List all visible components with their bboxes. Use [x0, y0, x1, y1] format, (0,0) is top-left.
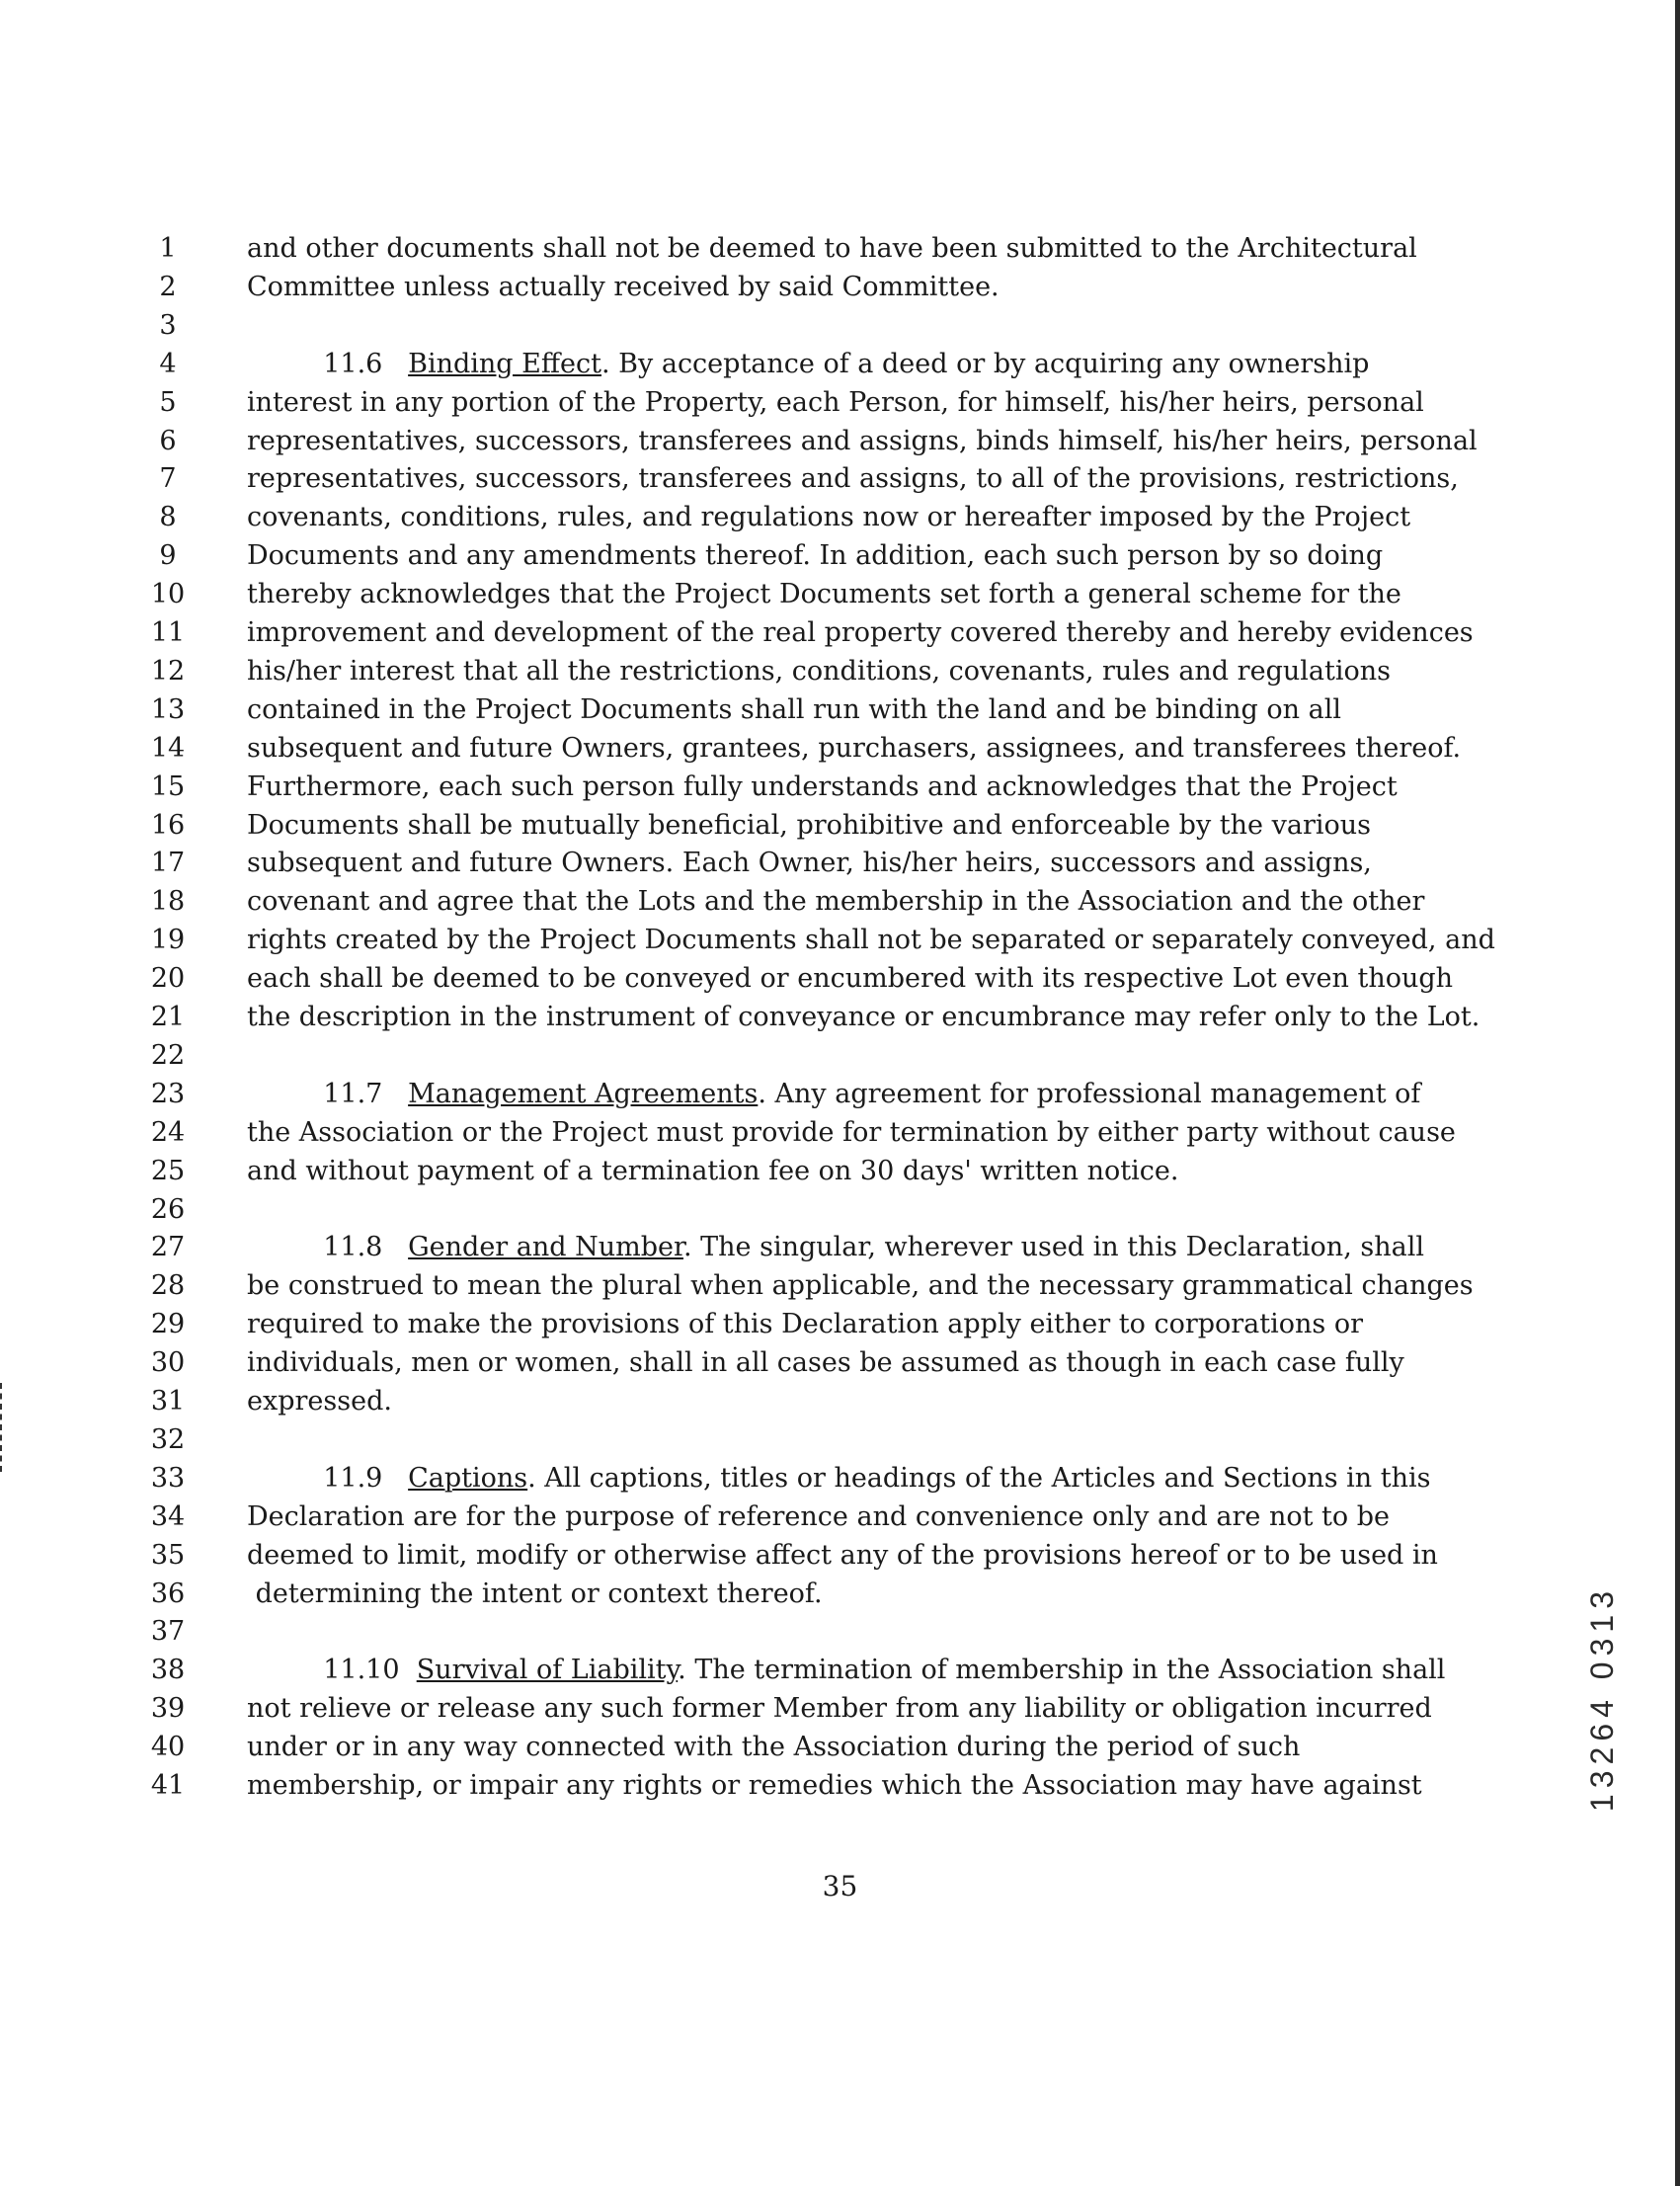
- line-number: 39: [150, 1693, 186, 1724]
- section-heading: Captions: [408, 1463, 528, 1494]
- line-text: [247, 498, 1442, 537]
- line-text-content: . All captions, titles or headings of the Articles and Sections in this: [527, 1463, 1431, 1494]
- line-text: [247, 575, 1442, 614]
- line-number: 7: [159, 463, 177, 494]
- line-text-content: under or in any way connected with the Association during the period of such: [247, 1732, 1301, 1762]
- line-number: 31: [150, 1386, 186, 1417]
- line-text-content: the description in the instrument of conveyance or encumbrance may refer only to the Lot.: [247, 1002, 1480, 1032]
- line-text-content: covenant and agree that the Lots and the membership in the Association and the other: [247, 886, 1425, 917]
- line-text-content: . Any agreement for professional management of: [758, 1079, 1421, 1109]
- line-text: [247, 768, 1442, 807]
- line-text-content: required to make the provisions of this Declaration apply either to corporations or: [247, 1309, 1364, 1339]
- line-text: [247, 422, 1478, 461]
- line-text-content: 11.8: [247, 1232, 409, 1262]
- line-number: 5: [159, 387, 177, 418]
- line-text: [247, 844, 1442, 883]
- line-text-content: subsequent and future Owners, grantees, purchasers, assignees, and transferees thereof.: [247, 733, 1462, 764]
- line-text: [247, 1459, 1442, 1498]
- line-text: [247, 459, 1459, 499]
- line-text-content: deemed to limit, modify or otherwise affect any of the provisions hereof or to be used in: [247, 1540, 1438, 1571]
- line-number: 12: [150, 656, 186, 687]
- line-text: [247, 1152, 1442, 1191]
- line-text-content: 11.7: [247, 1079, 409, 1109]
- line-text-content: improvement and development of the real property covered thereby and hereby evidences: [247, 617, 1474, 648]
- line-number: 20: [150, 963, 186, 994]
- line-number: 3: [159, 310, 177, 341]
- line-text-content: representatives, successors, transferees and assigns, binds himself, his/her heirs, personal: [247, 426, 1478, 456]
- line-text-content: Documents and any amendments thereof. In addition, each such person by so doing: [247, 540, 1384, 571]
- line-text-content: not relieve or release any such former Member from any liability or obligation incurred: [247, 1693, 1432, 1724]
- section-heading: Management Agreements: [408, 1079, 759, 1109]
- line-number: 11: [150, 617, 186, 648]
- line-text-content: each shall be deemed to be conveyed or encumbered with its respective Lot even though: [247, 963, 1454, 994]
- line-text-content: covenants, conditions, rules, and regulations now or hereafter imposed by the Project: [247, 502, 1411, 532]
- line-number: 40: [150, 1732, 186, 1762]
- line-text-content: Documents shall be mutually beneficial, prohibitive and enforceable by the various: [247, 810, 1371, 841]
- line-text-content: 11.6: [247, 349, 409, 379]
- line-text: [247, 1498, 1442, 1537]
- line-number: 37: [150, 1616, 186, 1647]
- line-text-content: Declaration are for the purpose of reference and convenience only and are not to be: [247, 1501, 1390, 1532]
- line-number: 30: [150, 1347, 186, 1378]
- line-text: [247, 1728, 1442, 1767]
- line-text: [247, 1343, 1442, 1383]
- section-heading: Survival of Liability: [416, 1655, 679, 1685]
- line-number: 18: [150, 886, 186, 917]
- line-number: 23: [150, 1079, 186, 1109]
- line-number: 15: [150, 771, 186, 802]
- line-text: [247, 882, 1442, 922]
- line-number: 32: [150, 1424, 186, 1455]
- line-text-content: expressed.: [247, 1386, 392, 1417]
- line-text: [247, 1575, 1442, 1614]
- line-number: 26: [150, 1194, 186, 1225]
- line-text: [247, 536, 1442, 576]
- line-number: 27: [150, 1232, 186, 1262]
- line-number: 24: [150, 1117, 186, 1148]
- line-number: 38: [150, 1655, 186, 1685]
- line-text: [247, 229, 1442, 269]
- line-number: 1: [159, 233, 177, 264]
- line-text: [247, 690, 1442, 730]
- line-text-content: his/her interest that all the restrictions, conditions, covenants, rules and regulations: [247, 656, 1391, 687]
- line-text: [247, 345, 1442, 384]
- line-text-content: rights created by the Project Documents shall not be separated or separately conveyed, and: [247, 925, 1495, 955]
- line-text: [247, 383, 1442, 423]
- line-text-content: membership, or impair any rights or remedies which the Association may have against: [247, 1770, 1422, 1801]
- line-text: [247, 1113, 1456, 1153]
- line-text: [247, 1228, 1442, 1267]
- line-number: 16: [150, 810, 186, 841]
- line-number: 22: [150, 1040, 186, 1071]
- line-text: [247, 1651, 1446, 1690]
- line-text-content: 11.9: [247, 1463, 409, 1494]
- line-text-content: Furthermore, each such person fully understands and acknowledges that the Project: [247, 771, 1398, 802]
- line-number: 17: [150, 848, 186, 878]
- line-text: [247, 1266, 1474, 1306]
- line-number: 41: [150, 1770, 186, 1801]
- line-number: 35: [150, 1540, 186, 1571]
- line-text: [247, 1075, 1442, 1114]
- line-number: 10: [150, 579, 186, 609]
- line-number: 21: [150, 1002, 186, 1032]
- line-number: 34: [150, 1501, 186, 1532]
- line-text-content: contained in the Project Documents shall run with the land and be binding on all: [247, 694, 1341, 725]
- line-text: [247, 1689, 1442, 1729]
- line-text-content: . The termination of membership in the Association shall: [678, 1655, 1446, 1685]
- line-text: [247, 921, 1495, 960]
- line-text-content: interest in any portion of the Property, each Person, for himself, his/her heirs, personal: [247, 387, 1424, 418]
- line-number: 28: [150, 1270, 186, 1301]
- line-number: 8: [159, 502, 177, 532]
- line-number: 13: [150, 694, 186, 725]
- line-text-content: subsequent and future Owners. Each Owner, his/her heirs, successors and assigns,: [247, 848, 1372, 878]
- line-number: 9: [159, 540, 177, 571]
- line-text: [247, 729, 1462, 769]
- line-text: [247, 998, 1480, 1037]
- line-text: [247, 959, 1454, 999]
- line-text: [247, 1536, 1442, 1576]
- line-text: [247, 652, 1442, 691]
- line-text-content: and other documents shall not be deemed to have been submitted to the Architectural: [247, 233, 1417, 264]
- line-text: [247, 613, 1474, 653]
- line-text: [247, 1382, 1442, 1421]
- scan-edge-mark: [0, 1383, 5, 1472]
- page-number: 35: [822, 1870, 858, 1903]
- line-text-content: be construed to mean the plural when applicable, and the necessary grammatical changes: [247, 1270, 1474, 1301]
- line-text-content: thereby acknowledges that the Project Documents set forth a general scheme for the: [247, 579, 1401, 609]
- line-number: 19: [150, 925, 186, 955]
- section-heading: Gender and Number: [408, 1232, 683, 1262]
- line-number: 14: [150, 733, 186, 764]
- line-number: 33: [150, 1463, 186, 1494]
- line-text-content: . The singular, wherever used in this Declaration, shall: [682, 1232, 1424, 1262]
- line-text-content: . By acceptance of a deed or by acquiring any ownership: [601, 349, 1370, 379]
- recording-number: 13264 0313: [1584, 1585, 1620, 1813]
- line-text-content: the Association or the Project must provide for termination by either party without cause: [247, 1117, 1456, 1148]
- line-text: [247, 1766, 1442, 1806]
- line-number: 6: [159, 426, 177, 456]
- section-heading: Binding Effect: [408, 349, 601, 379]
- line-text-content: representatives, successors, transferees and assigns, to all of the provisions, restrictions,: [247, 463, 1459, 494]
- line-number: 2: [159, 272, 177, 302]
- line-text: [247, 1305, 1442, 1344]
- line-text-content: 11.10: [247, 1655, 417, 1685]
- line-number: 29: [150, 1309, 186, 1339]
- line-text: [247, 806, 1442, 846]
- line-text-content: Committee unless actually received by said Committee.: [247, 272, 1000, 302]
- line-text-content: and without payment of a termination fee on 30 days' written notice.: [247, 1156, 1179, 1186]
- line-number: 25: [150, 1156, 186, 1186]
- line-number: 36: [150, 1579, 186, 1609]
- line-text-content: individuals, men or women, shall in all cases be assumed as though in each case fully: [247, 1347, 1404, 1378]
- line-number: 4: [159, 349, 177, 379]
- scan-edge-border: [1675, 0, 1680, 2186]
- line-text-content: determining the intent or context thereof.: [247, 1579, 823, 1609]
- line-text: [247, 268, 1442, 307]
